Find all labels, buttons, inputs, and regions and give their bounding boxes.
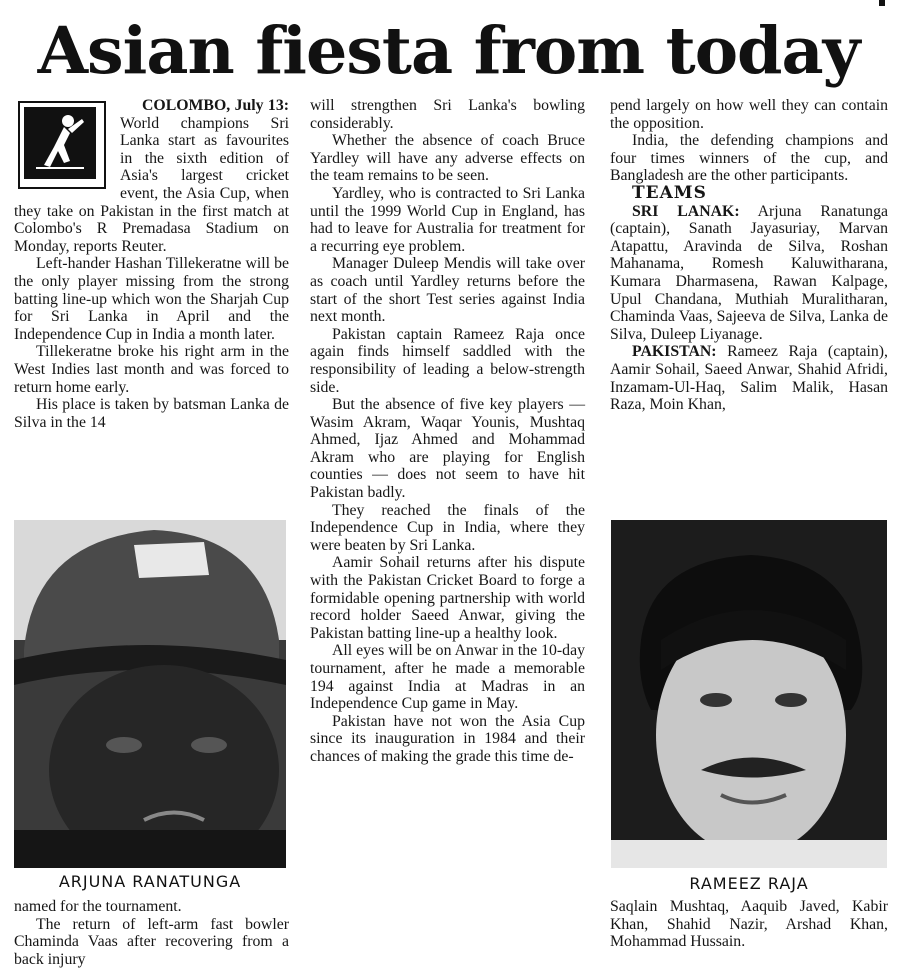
- teams-heading: TEAMS: [632, 182, 707, 203]
- cricket-logo: [14, 99, 110, 191]
- paragraph: Pakistan have not won the Asia Cup since its inauguration in 1984 and their chances of making the grade this time de-: [310, 712, 585, 765]
- paragraph: Pakistan captain Rameez Raja once again finds himself saddled with the responsibility of leading a below-strength side.: [310, 325, 585, 396]
- portrait-image: [611, 520, 887, 868]
- article-column-3-continued: [610, 898, 888, 951]
- paragraph: His place is taken by batsman Lanka de Silva in the 14: [14, 396, 289, 431]
- headline: Asian fiesta from today: [37, 13, 860, 89]
- photo-rameez-raja: [611, 520, 887, 868]
- team-label: SRI LANAK:: [632, 202, 740, 220]
- paragraph: They reached the finals of the Independence Cup in India, where they were beaten by Sri Lanka.: [310, 501, 585, 554]
- article-column-3: [610, 97, 888, 414]
- photo-caption: ARJUNA RANATUNGA: [58, 872, 242, 891]
- team-players: Rameez Raja (captain), Aamir Sohail, Saeed Anwar, Shahid Afridi, Inzamam-Ul-Haq, Salim Malik, Hasan Raza, Moin Khan,: [610, 343, 889, 414]
- paragraph: India, the defending champions and four times winners of the cup, and Bangladesh are the other participants.: [610, 132, 888, 185]
- paragraph: will strengthen Sri Lanka's bowling considerably.: [310, 97, 585, 132]
- paragraph: Manager Duleep Mendis will take over as coach until Yardley returns before the start of the short Test series against India next month.: [310, 255, 585, 326]
- dateline: COLOMBO, July 13:: [142, 97, 289, 114]
- article-column-1-continued: [14, 898, 289, 968]
- paragraph: The return of left-arm fast bowler Chaminda Vaas after recovering from a back injury: [14, 915, 289, 968]
- paragraph: Whether the absence of coach Bruce Yardley will have any adverse effects on the team remains to be seen.: [310, 132, 585, 185]
- article-column-2: [310, 97, 585, 766]
- paragraph: named for the tournament.: [14, 898, 182, 915]
- paragraph: Left-hander Hashan Tillekeratne will be the only player missing from the strong batting line-up which won the Sharjah Cup for Sri Lanka in April and the Independence Cup in India a month later.: [14, 255, 289, 343]
- batsman-icon: [24, 107, 96, 179]
- team-players: Arjuna Ranatunga (captain), Sanath Jayasuriay, Marvan Atapattu, Aravinda de Silva, Roshan Mahanama, Romesh Kaluwitharana, Kumara Dharmasena, Rawan Kalpage, Upul Chandana, Muthiah Muralitharan, Chaminda Vaas, Sajeeva de Silva, Lanka de Silva, Duleep Liyanage.: [610, 202, 888, 343]
- team-sri-lanka: [610, 203, 888, 344]
- team-pakistan: [610, 343, 888, 413]
- paragraph: All eyes will be on Anwar in the 10-day tournament, after he made a memorable 194 against India at Madras in an Independence Cup game in May.: [310, 642, 585, 713]
- paragraph: Aamir Sohail returns after his dispute with the Pakistan Cricket Board to forge a formidable opening partnership with world record holder Saeed Anwar, giving the Pakistan batting line-up a healthy look.: [310, 554, 585, 642]
- photo-arjuna-ranatunga: [14, 520, 286, 868]
- paragraph: But the absence of five key players — Wasim Akram, Waqar Younis, Mushtaq Ahmed, Ijaz Ahmed and Mohammad Akram who are playing for English counties — does not seem to have hit Pakistan badly.: [310, 396, 585, 502]
- photo-caption: RAMEEZ RAJA: [689, 874, 809, 893]
- article-column-1: [14, 97, 289, 431]
- team-label: PAKISTAN:: [632, 343, 717, 361]
- paragraph: Yardley, who is contracted to Sri Lanka until the 1999 World Cup in England, has had to leave for Australia for treatment for a recurring eye problem.: [310, 184, 585, 255]
- intro-text: World champions Sri Lanka start as favourites in the sixth edition of Asia's largest cricket event, the Asia Cup, when they take on Pakistan in the first match at Colombo's R Premadasa Stadium on Monday, reports Reuter.: [14, 114, 289, 255]
- paragraph: Tillekeratne broke his right arm in the West Indies last month and was forced to return home early.: [14, 343, 289, 396]
- paragraph: Saqlain Mushtaq, Aaquib Javed, Kabir Khan, Shahid Nazir, Arshad Khan, Mohammad Hussain.: [610, 898, 888, 951]
- portrait-image: [14, 520, 286, 868]
- paragraph: pend largely on how well they can contain the opposition.: [610, 97, 888, 132]
